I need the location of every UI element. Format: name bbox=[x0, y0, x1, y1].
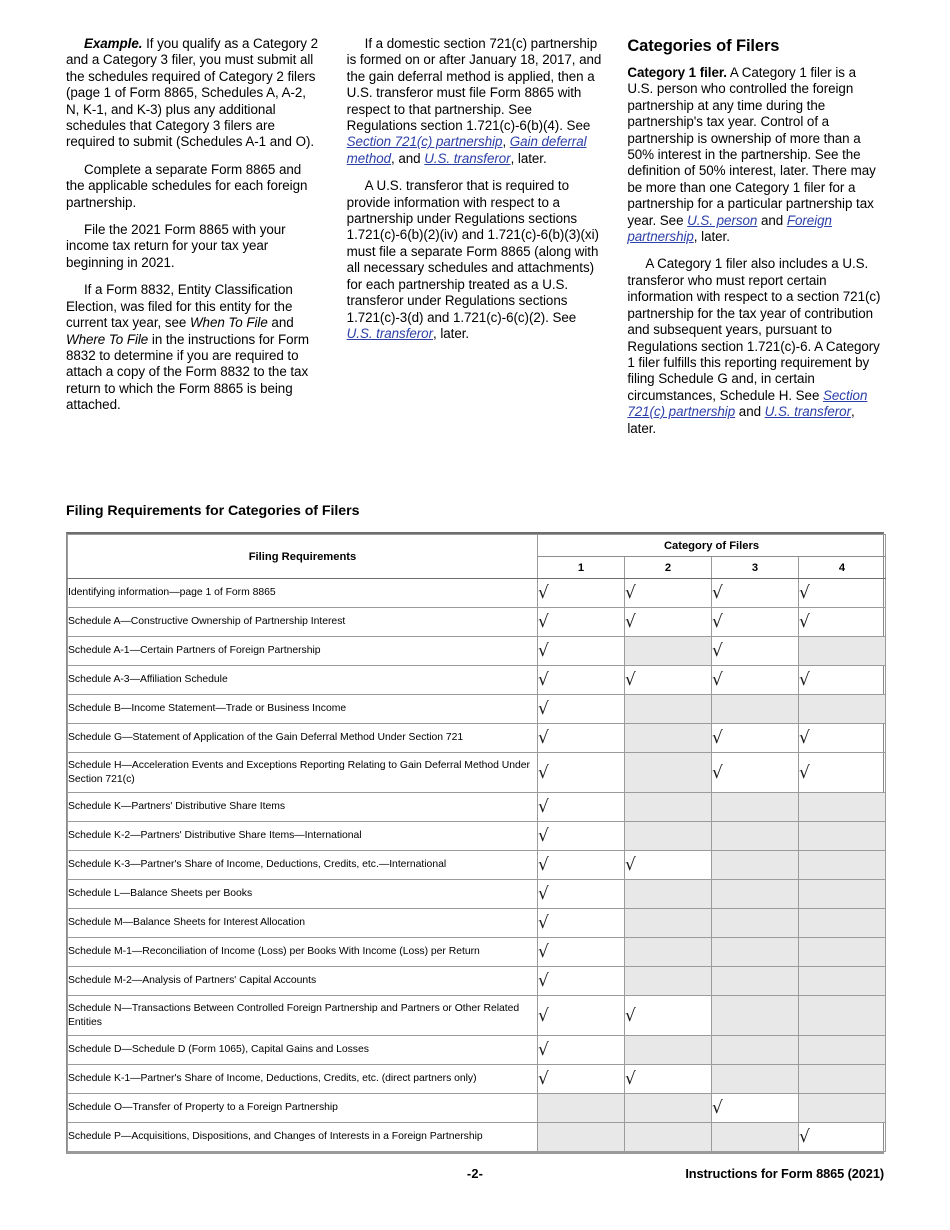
table-title: Filing Requirements for Categories of Filers bbox=[66, 503, 360, 519]
requirement-empty-cell bbox=[538, 1123, 625, 1152]
category-1-filer-run-in-label: Category 1 filer. bbox=[627, 65, 727, 80]
example-body-text: If you qualify as a Category 2 and a Category 3 filer, you must submit all the schedules required of Category 2 filers (page 1 of Form 8865, Schedules A, A-2, N, K-1, and K-3) plus any additional schedules that Category 3 filers are required to submit (Schedules A-1 and O). bbox=[66, 36, 319, 150]
link-section-721c-partnership[interactable]: Section 721(c) partnership bbox=[346, 134, 503, 150]
requirement-empty-cell bbox=[799, 1065, 886, 1094]
check-icon: √ bbox=[538, 855, 549, 875]
requirement-checkmark-cell bbox=[712, 1094, 799, 1123]
link-us-person[interactable]: U.S. person bbox=[687, 212, 758, 228]
requirement-label: Schedule M-2—Analysis of Partners' Capital Accounts bbox=[68, 967, 538, 996]
table-row bbox=[68, 579, 886, 608]
requirement-checkmark-cell bbox=[538, 967, 625, 996]
check-icon: √ bbox=[538, 797, 549, 817]
text-column-1 bbox=[66, 36, 323, 491]
requirement-checkmark-cell bbox=[538, 1036, 625, 1065]
requirement-empty-cell bbox=[799, 909, 886, 938]
table-row bbox=[68, 967, 886, 996]
table-row bbox=[68, 666, 886, 695]
requirement-label: Schedule H—Acceleration Events and Exceptions Reporting Relating to Gain Deferral Method Under Section 721(c) bbox=[68, 753, 538, 793]
filing-requirements-table-wrapper bbox=[66, 532, 884, 1154]
requirement-checkmark-cell bbox=[712, 637, 799, 666]
section-heading-categories-of-filers: Categories of Filers bbox=[627, 37, 780, 55]
table-row bbox=[68, 1123, 886, 1152]
page-number: -2- bbox=[466, 1166, 484, 1181]
requirement-checkmark-cell bbox=[625, 579, 712, 608]
requirement-label: Schedule K-1—Partner's Share of Income, Deductions, Credits, etc. (direct partners only) bbox=[68, 1065, 538, 1094]
requirement-label: Schedule N—Transactions Between Controlled Foreign Partnership and Partners or Other Related Entities bbox=[68, 996, 538, 1036]
column-header-category-of-filers: Category of Filers bbox=[538, 535, 886, 557]
check-icon: √ bbox=[538, 913, 549, 933]
requirement-empty-cell bbox=[625, 1094, 712, 1123]
requirement-empty-cell bbox=[712, 1123, 799, 1152]
requirement-empty-cell bbox=[625, 724, 712, 753]
category-1-also-text-part-b: and bbox=[735, 404, 765, 420]
requirement-empty-cell bbox=[799, 793, 886, 822]
link-gain-deferral-method[interactable]: Gain deferral method bbox=[346, 134, 587, 166]
requirement-label: Schedule M—Balance Sheets for Interest Allocation bbox=[68, 909, 538, 938]
requirement-empty-cell bbox=[712, 1065, 799, 1094]
link-us-transferor-2[interactable]: U.S. transferor bbox=[346, 325, 433, 341]
requirement-empty-cell bbox=[799, 1036, 886, 1065]
table-row bbox=[68, 1065, 886, 1094]
requirement-checkmark-cell bbox=[538, 666, 625, 695]
table-row bbox=[68, 909, 886, 938]
us-transferor-text-part-a: A U.S. transferor that is required to provide information with respect to a partnership under Regulations sections 1.721(c)-6(b)(2)(iv) and 1.721(c)-6(b)(3)(xi) must file a separate Form 8865 (along with all necessary schedules and attachments) for each partnership treated as a U.S. transferor under Regulations sections 1.721(c)-3(d) and 1.721(c)-6(c)(2). See bbox=[346, 178, 599, 325]
requirement-label: Schedule M-1—Reconciliation of Income (Loss) per Books With Income (Loss) per Return bbox=[68, 938, 538, 967]
paragraph-category-1-also-includes bbox=[627, 256, 884, 436]
check-icon: √ bbox=[538, 728, 549, 748]
category-1-filer-text-part-c: , later. bbox=[693, 229, 730, 245]
check-icon: √ bbox=[799, 583, 810, 603]
check-icon: √ bbox=[538, 612, 549, 632]
category-1-filer-text-part-b: and bbox=[757, 212, 787, 228]
footer-form-reference: Instructions for Form 8865 (2021) bbox=[685, 1166, 884, 1181]
link-foreign-partnership[interactable]: Foreign partnership bbox=[627, 212, 832, 245]
requirement-label: Schedule P—Acquisitions, Dispositions, and Changes of Interests in a Foreign Partnership bbox=[68, 1123, 538, 1152]
requirement-empty-cell bbox=[799, 880, 886, 909]
us-transferor-text-part-b: , later. bbox=[433, 325, 470, 341]
requirement-empty-cell bbox=[799, 996, 886, 1036]
requirement-label: Schedule A-1—Certain Partners of Foreign Partnership bbox=[68, 637, 538, 666]
when-to-file-italic: When To File bbox=[189, 315, 268, 331]
paragraph-domestic-721c bbox=[347, 36, 604, 167]
form-8832-text-part-b: and bbox=[267, 315, 294, 331]
check-icon: √ bbox=[799, 1127, 810, 1147]
check-icon: √ bbox=[712, 583, 723, 603]
check-icon: √ bbox=[538, 942, 549, 962]
requirement-empty-cell bbox=[625, 909, 712, 938]
check-icon: √ bbox=[799, 670, 810, 690]
category-1-filer-text-part-a: A Category 1 filer is a U.S. person who controlled the foreign partnership at any time during the partnership's tax year. Control of a partnership is ownership of more than a 50% interest in the partnership. See the definition of 50% interest, later. There may be more than one Category 1 filer for a partnership for a particular partnership tax year. See bbox=[627, 65, 876, 228]
text-column-2 bbox=[347, 36, 604, 491]
column-header-category-2: 2 bbox=[625, 557, 712, 579]
check-icon: √ bbox=[712, 641, 723, 661]
requirement-checkmark-cell bbox=[538, 753, 625, 793]
requirement-label: Schedule K-3—Partner's Share of Income, Deductions, Credits, etc.—International bbox=[68, 851, 538, 880]
example-run-in-label: Example. bbox=[84, 36, 143, 51]
table-row bbox=[68, 753, 886, 793]
table-header-row-group bbox=[68, 535, 886, 557]
filing-requirements-table bbox=[67, 534, 886, 1152]
check-icon: √ bbox=[538, 971, 549, 991]
category-1-also-text-part-c: , later. bbox=[627, 404, 855, 436]
requirement-empty-cell bbox=[625, 1123, 712, 1152]
requirement-label: Schedule A-3—Affiliation Schedule bbox=[68, 666, 538, 695]
check-icon: √ bbox=[625, 583, 636, 603]
check-icon: √ bbox=[712, 670, 723, 690]
requirement-empty-cell bbox=[538, 1094, 625, 1123]
form-8832-text-part-a: If a Form 8832, Entity Classification Election, was filed for this entity for the current tax year, see bbox=[66, 282, 293, 331]
column-header-category-4: 4 bbox=[799, 557, 886, 579]
requirement-checkmark-cell bbox=[538, 695, 625, 724]
requirement-checkmark-cell bbox=[712, 753, 799, 793]
requirement-label: Schedule K—Partners' Distributive Share Items bbox=[68, 793, 538, 822]
paragraph-example bbox=[66, 36, 323, 151]
paragraph-complete-separate-form: Complete a separate Form 8865 and the applicable schedules for each foreign partnership. bbox=[66, 161, 308, 210]
page-footer bbox=[66, 1166, 884, 1186]
paragraph-us-transferor-required bbox=[347, 178, 604, 342]
check-icon: √ bbox=[538, 641, 549, 661]
table-row bbox=[68, 1036, 886, 1065]
category-1-also-text-part-a: A Category 1 filer also includes a U.S. transferor who must report certain information with respect to a section 721(c) partnership for the tax year of contribution and subsequent years, pursuant to Regulations section 1.721(c)-6. A Category 1 filer fulfills this reporting requirement by filing Schedule G and, in certain circumstances, Schedule H. See bbox=[627, 256, 881, 403]
paragraph-form-8832 bbox=[66, 282, 323, 413]
requirement-empty-cell bbox=[799, 967, 886, 996]
paragraph-file-2021-form: File the 2021 Form 8865 with your income tax return for your tax year beginning in 2021. bbox=[66, 222, 286, 270]
requirement-checkmark-cell bbox=[712, 666, 799, 695]
check-icon: √ bbox=[625, 670, 636, 690]
check-icon: √ bbox=[625, 612, 636, 632]
requirement-checkmark-cell bbox=[538, 909, 625, 938]
check-icon: √ bbox=[538, 583, 549, 603]
table-row bbox=[68, 822, 886, 851]
requirement-checkmark-cell bbox=[625, 608, 712, 637]
requirement-checkmark-cell bbox=[538, 724, 625, 753]
requirement-label: Schedule K-2—Partners' Distributive Share Items—International bbox=[68, 822, 538, 851]
column-header-category-1: 1 bbox=[538, 557, 625, 579]
column-header-category-3: 3 bbox=[712, 557, 799, 579]
link-us-transferor-3[interactable]: U.S. transferor bbox=[764, 404, 851, 420]
requirement-empty-cell bbox=[799, 851, 886, 880]
form-8832-text-part-c: in the instructions for Form 8832 to determine if you are required to attach a copy of the Form 8832 to the tax return to which the Form 8865 is being attached. bbox=[66, 331, 309, 413]
article-columns bbox=[66, 36, 884, 491]
requirement-empty-cell bbox=[799, 637, 886, 666]
table-row bbox=[68, 1094, 886, 1123]
requirement-checkmark-cell bbox=[712, 724, 799, 753]
requirement-empty-cell bbox=[712, 1036, 799, 1065]
requirement-empty-cell bbox=[712, 996, 799, 1036]
requirement-checkmark-cell bbox=[625, 851, 712, 880]
table-head bbox=[68, 535, 886, 579]
requirement-checkmark-cell bbox=[538, 938, 625, 967]
requirement-checkmark-cell bbox=[538, 851, 625, 880]
requirement-label: Schedule B—Income Statement—Trade or Business Income bbox=[68, 695, 538, 724]
requirement-checkmark-cell bbox=[799, 666, 886, 695]
requirement-checkmark-cell bbox=[538, 793, 625, 822]
requirement-empty-cell bbox=[712, 793, 799, 822]
requirement-empty-cell bbox=[625, 938, 712, 967]
table-row bbox=[68, 996, 886, 1036]
column-header-filing-requirements: Filing Requirements bbox=[68, 535, 538, 579]
requirement-checkmark-cell bbox=[799, 753, 886, 793]
requirement-checkmark-cell bbox=[799, 724, 886, 753]
requirement-checkmark-cell bbox=[538, 579, 625, 608]
check-icon: √ bbox=[712, 728, 723, 748]
table-row bbox=[68, 637, 886, 666]
requirement-checkmark-cell bbox=[538, 822, 625, 851]
check-icon: √ bbox=[538, 670, 549, 690]
paragraph-category-1-filer bbox=[627, 65, 884, 245]
requirement-empty-cell bbox=[799, 822, 886, 851]
requirement-empty-cell bbox=[712, 822, 799, 851]
requirement-checkmark-cell bbox=[799, 608, 886, 637]
requirement-empty-cell bbox=[799, 938, 886, 967]
table-row bbox=[68, 695, 886, 724]
requirement-checkmark-cell bbox=[799, 1123, 886, 1152]
check-icon: √ bbox=[712, 1098, 723, 1118]
requirement-empty-cell bbox=[712, 851, 799, 880]
requirement-checkmark-cell bbox=[538, 637, 625, 666]
requirement-empty-cell bbox=[625, 880, 712, 909]
check-icon: √ bbox=[538, 1069, 549, 1089]
requirement-label: Schedule D—Schedule D (Form 1065), Capital Gains and Losses bbox=[68, 1036, 538, 1065]
link-us-transferor-1[interactable]: U.S. transferor bbox=[424, 150, 511, 166]
requirement-checkmark-cell bbox=[712, 608, 799, 637]
check-icon: √ bbox=[799, 762, 810, 783]
table-row bbox=[68, 724, 886, 753]
requirement-empty-cell bbox=[625, 637, 712, 666]
table-body bbox=[68, 579, 886, 1152]
requirement-label: Schedule G—Statement of Application of the Gain Deferral Method Under Section 721 bbox=[68, 724, 538, 753]
domestic-721c-text-part-a: If a domestic section 721(c) partnership is formed on or after January 18, 2017, and the gain deferral method is applied, then a U.S. transferor must file Form 8865 with respect to that partnership. See Regulations section 1.721(c)-6(b)(4). See bbox=[346, 36, 602, 134]
requirement-empty-cell bbox=[712, 909, 799, 938]
requirement-empty-cell bbox=[712, 967, 799, 996]
where-to-file-italic: Where To File bbox=[66, 331, 149, 347]
requirement-empty-cell bbox=[625, 1036, 712, 1065]
requirement-checkmark-cell bbox=[538, 1065, 625, 1094]
requirement-empty-cell bbox=[625, 967, 712, 996]
requirement-checkmark-cell bbox=[799, 579, 886, 608]
requirement-checkmark-cell bbox=[625, 1065, 712, 1094]
requirement-empty-cell bbox=[712, 695, 799, 724]
text-column-3 bbox=[627, 36, 884, 491]
requirement-checkmark-cell bbox=[538, 608, 625, 637]
requirement-checkmark-cell bbox=[625, 996, 712, 1036]
check-icon: √ bbox=[625, 855, 636, 875]
check-icon: √ bbox=[712, 612, 723, 632]
requirement-empty-cell bbox=[799, 695, 886, 724]
check-icon: √ bbox=[538, 826, 549, 846]
check-icon: √ bbox=[538, 884, 549, 904]
requirement-checkmark-cell bbox=[625, 666, 712, 695]
requirement-checkmark-cell bbox=[538, 880, 625, 909]
requirement-empty-cell bbox=[625, 753, 712, 793]
check-icon: √ bbox=[625, 1069, 636, 1089]
requirement-empty-cell bbox=[712, 880, 799, 909]
domestic-721c-text-part-b: , bbox=[502, 134, 510, 150]
check-icon: √ bbox=[538, 1040, 549, 1060]
check-icon: √ bbox=[712, 762, 723, 783]
requirement-empty-cell bbox=[625, 793, 712, 822]
requirement-label: Schedule A—Constructive Ownership of Partnership Interest bbox=[68, 608, 538, 637]
link-section-721c-partnership-2[interactable]: Section 721(c) partnership bbox=[627, 387, 868, 420]
check-icon: √ bbox=[799, 612, 810, 632]
requirement-checkmark-cell bbox=[538, 996, 625, 1036]
table-row bbox=[68, 851, 886, 880]
check-icon: √ bbox=[538, 1005, 549, 1026]
requirement-label: Schedule L—Balance Sheets per Books bbox=[68, 880, 538, 909]
table-row bbox=[68, 938, 886, 967]
table-row bbox=[68, 608, 886, 637]
requirement-empty-cell bbox=[625, 695, 712, 724]
table-row bbox=[68, 880, 886, 909]
check-icon: √ bbox=[625, 1005, 636, 1026]
check-icon: √ bbox=[799, 728, 810, 748]
requirement-label: Schedule O—Transfer of Property to a Foreign Partnership bbox=[68, 1094, 538, 1123]
requirement-label: Identifying information—page 1 of Form 8865 bbox=[68, 579, 538, 608]
requirement-empty-cell bbox=[625, 822, 712, 851]
check-icon: √ bbox=[538, 699, 549, 719]
check-icon: √ bbox=[538, 762, 549, 783]
domestic-721c-text-part-c: , and bbox=[391, 150, 425, 166]
requirement-empty-cell bbox=[799, 1094, 886, 1123]
table-row bbox=[68, 793, 886, 822]
requirement-empty-cell bbox=[712, 938, 799, 967]
domestic-721c-text-part-d: , later. bbox=[510, 150, 547, 166]
requirement-checkmark-cell bbox=[712, 579, 799, 608]
